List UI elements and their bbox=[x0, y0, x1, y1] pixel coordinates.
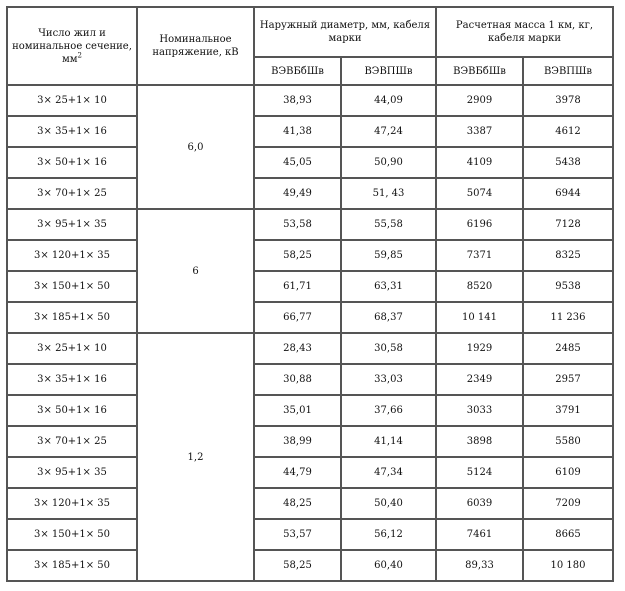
cell-section: 3× 25+1× 10 bbox=[7, 333, 137, 364]
cell-diameter-vevpshv: 30,58 bbox=[341, 333, 436, 364]
header-diameter: Наружный диаметр, мм, кабеля марки bbox=[254, 7, 436, 57]
cell-mass-vevpshv: 3791 bbox=[523, 395, 613, 426]
cell-section: 3× 120+1× 35 bbox=[7, 488, 137, 519]
cell-mass-vevpshv: 2485 bbox=[523, 333, 613, 364]
cell-mass-vevbbshv: 2349 bbox=[436, 364, 523, 395]
cell-diameter-vevbbshv: 49,49 bbox=[254, 178, 341, 209]
cell-voltage: 6,0 bbox=[137, 85, 254, 209]
cable-spec-table-wrapper bbox=[6, 6, 614, 582]
cell-diameter-vevbbshv: 44,79 bbox=[254, 457, 341, 488]
cell-voltage: 1,2 bbox=[137, 333, 254, 581]
cell-diameter-vevpshv: 41,14 bbox=[341, 426, 436, 457]
cell-diameter-vevpshv: 63,31 bbox=[341, 271, 436, 302]
cell-mass-vevpshv: 8665 bbox=[523, 519, 613, 550]
table-row bbox=[7, 550, 613, 581]
header-row bbox=[7, 7, 613, 57]
cell-diameter-vevpshv: 68,37 bbox=[341, 302, 436, 333]
cell-section: 3× 95+1× 35 bbox=[7, 209, 137, 240]
cell-section: 3× 120+1× 35 bbox=[7, 240, 137, 271]
subheader-diameter-vevpshv: ВЭВПШв bbox=[341, 57, 436, 85]
cell-section: 3× 35+1× 16 bbox=[7, 364, 137, 395]
cell-diameter-vevpshv: 60,40 bbox=[341, 550, 436, 581]
table-row bbox=[7, 209, 613, 240]
cell-diameter-vevbbshv: 41,38 bbox=[254, 116, 341, 147]
cell-mass-vevbbshv: 10 141 bbox=[436, 302, 523, 333]
cell-mass-vevpshv: 3978 bbox=[523, 85, 613, 116]
cell-mass-vevbbshv: 1929 bbox=[436, 333, 523, 364]
table-row bbox=[7, 85, 613, 116]
cell-section: 3× 150+1× 50 bbox=[7, 271, 137, 302]
table-row bbox=[7, 488, 613, 519]
cell-voltage: 6 bbox=[137, 209, 254, 333]
cell-diameter-vevbbshv: 53,57 bbox=[254, 519, 341, 550]
table-row bbox=[7, 240, 613, 271]
cell-mass-vevpshv: 4612 bbox=[523, 116, 613, 147]
cell-mass-vevpshv: 8325 bbox=[523, 240, 613, 271]
table-row bbox=[7, 147, 613, 178]
cell-mass-vevpshv: 5580 bbox=[523, 426, 613, 457]
subheader-mass-vevbbshv: ВЭВБбШв bbox=[436, 57, 523, 85]
cell-diameter-vevpshv: 51, 43 bbox=[341, 178, 436, 209]
header-section-label: Число жил и номинальное сечение, мм bbox=[12, 27, 132, 65]
cell-mass-vevbbshv: 3387 bbox=[436, 116, 523, 147]
cell-section: 3× 185+1× 50 bbox=[7, 550, 137, 581]
cell-mass-vevbbshv: 7371 bbox=[436, 240, 523, 271]
cell-diameter-vevpshv: 50,40 bbox=[341, 488, 436, 519]
cell-mass-vevpshv: 9538 bbox=[523, 271, 613, 302]
cell-section: 3× 35+1× 16 bbox=[7, 116, 137, 147]
cell-diameter-vevbbshv: 35,01 bbox=[254, 395, 341, 426]
cell-diameter-vevpshv: 50,90 bbox=[341, 147, 436, 178]
cell-mass-vevbbshv: 3033 bbox=[436, 395, 523, 426]
cell-mass-vevbbshv: 2909 bbox=[436, 85, 523, 116]
cell-section: 3× 50+1× 16 bbox=[7, 395, 137, 426]
cell-mass-vevpshv: 6109 bbox=[523, 457, 613, 488]
cell-section: 3× 185+1× 50 bbox=[7, 302, 137, 333]
cell-diameter-vevpshv: 37,66 bbox=[341, 395, 436, 426]
table-row bbox=[7, 519, 613, 550]
cell-diameter-vevbbshv: 38,93 bbox=[254, 85, 341, 116]
cell-diameter-vevbbshv: 28,43 bbox=[254, 333, 341, 364]
subheader-mass-vevpshv: ВЭВПШв bbox=[523, 57, 613, 85]
cell-diameter-vevpshv: 33,03 bbox=[341, 364, 436, 395]
cell-section: 3× 25+1× 10 bbox=[7, 85, 137, 116]
cell-mass-vevbbshv: 89,33 bbox=[436, 550, 523, 581]
table-row bbox=[7, 364, 613, 395]
cell-mass-vevpshv: 5438 bbox=[523, 147, 613, 178]
table-row bbox=[7, 302, 613, 333]
table-row bbox=[7, 426, 613, 457]
header-voltage: Номинальное напряжение, кВ bbox=[137, 7, 254, 85]
cell-diameter-vevpshv: 44,09 bbox=[341, 85, 436, 116]
table-row bbox=[7, 116, 613, 147]
cell-mass-vevbbshv: 5074 bbox=[436, 178, 523, 209]
cell-diameter-vevbbshv: 58,25 bbox=[254, 550, 341, 581]
cell-section: 3× 150+1× 50 bbox=[7, 519, 137, 550]
cell-mass-vevbbshv: 7461 bbox=[436, 519, 523, 550]
cell-mass-vevbbshv: 5124 bbox=[436, 457, 523, 488]
cell-diameter-vevbbshv: 45,05 bbox=[254, 147, 341, 178]
cell-section: 3× 70+1× 25 bbox=[7, 426, 137, 457]
cell-diameter-vevpshv: 55,58 bbox=[341, 209, 436, 240]
cell-diameter-vevbbshv: 38,99 bbox=[254, 426, 341, 457]
subheader-diameter-vevbbshv: ВЭВБбШв bbox=[254, 57, 341, 85]
header-section-sup: 2 bbox=[77, 51, 83, 60]
cable-spec-table bbox=[6, 6, 614, 582]
cell-diameter-vevbbshv: 48,25 bbox=[254, 488, 341, 519]
cell-mass-vevpshv: 2957 bbox=[523, 364, 613, 395]
cell-diameter-vevbbshv: 53,58 bbox=[254, 209, 341, 240]
cell-diameter-vevbbshv: 61,71 bbox=[254, 271, 341, 302]
cell-diameter-vevpshv: 47,34 bbox=[341, 457, 436, 488]
table-body bbox=[7, 7, 613, 581]
table-row bbox=[7, 395, 613, 426]
cell-mass-vevbbshv: 6039 bbox=[436, 488, 523, 519]
header-section bbox=[7, 7, 137, 85]
table-row bbox=[7, 457, 613, 488]
cell-section: 3× 95+1× 35 bbox=[7, 457, 137, 488]
cell-mass-vevpshv: 6944 bbox=[523, 178, 613, 209]
cell-mass-vevpshv: 7128 bbox=[523, 209, 613, 240]
table-row bbox=[7, 178, 613, 209]
cell-diameter-vevpshv: 47,24 bbox=[341, 116, 436, 147]
header-mass: Расчетная масса 1 км, кг, кабеля марки bbox=[436, 7, 613, 57]
cell-mass-vevpshv: 11 236 bbox=[523, 302, 613, 333]
cell-mass-vevbbshv: 8520 bbox=[436, 271, 523, 302]
cell-mass-vevbbshv: 3898 bbox=[436, 426, 523, 457]
cell-diameter-vevbbshv: 58,25 bbox=[254, 240, 341, 271]
cell-diameter-vevbbshv: 66,77 bbox=[254, 302, 341, 333]
cell-mass-vevbbshv: 6196 bbox=[436, 209, 523, 240]
cell-diameter-vevpshv: 56,12 bbox=[341, 519, 436, 550]
table-row bbox=[7, 271, 613, 302]
cell-mass-vevpshv: 7209 bbox=[523, 488, 613, 519]
cell-diameter-vevbbshv: 30,88 bbox=[254, 364, 341, 395]
table-row bbox=[7, 333, 613, 364]
cell-section: 3× 70+1× 25 bbox=[7, 178, 137, 209]
cell-section: 3× 50+1× 16 bbox=[7, 147, 137, 178]
cell-diameter-vevpshv: 59,85 bbox=[341, 240, 436, 271]
cell-mass-vevpshv: 10 180 bbox=[523, 550, 613, 581]
cell-mass-vevbbshv: 4109 bbox=[436, 147, 523, 178]
